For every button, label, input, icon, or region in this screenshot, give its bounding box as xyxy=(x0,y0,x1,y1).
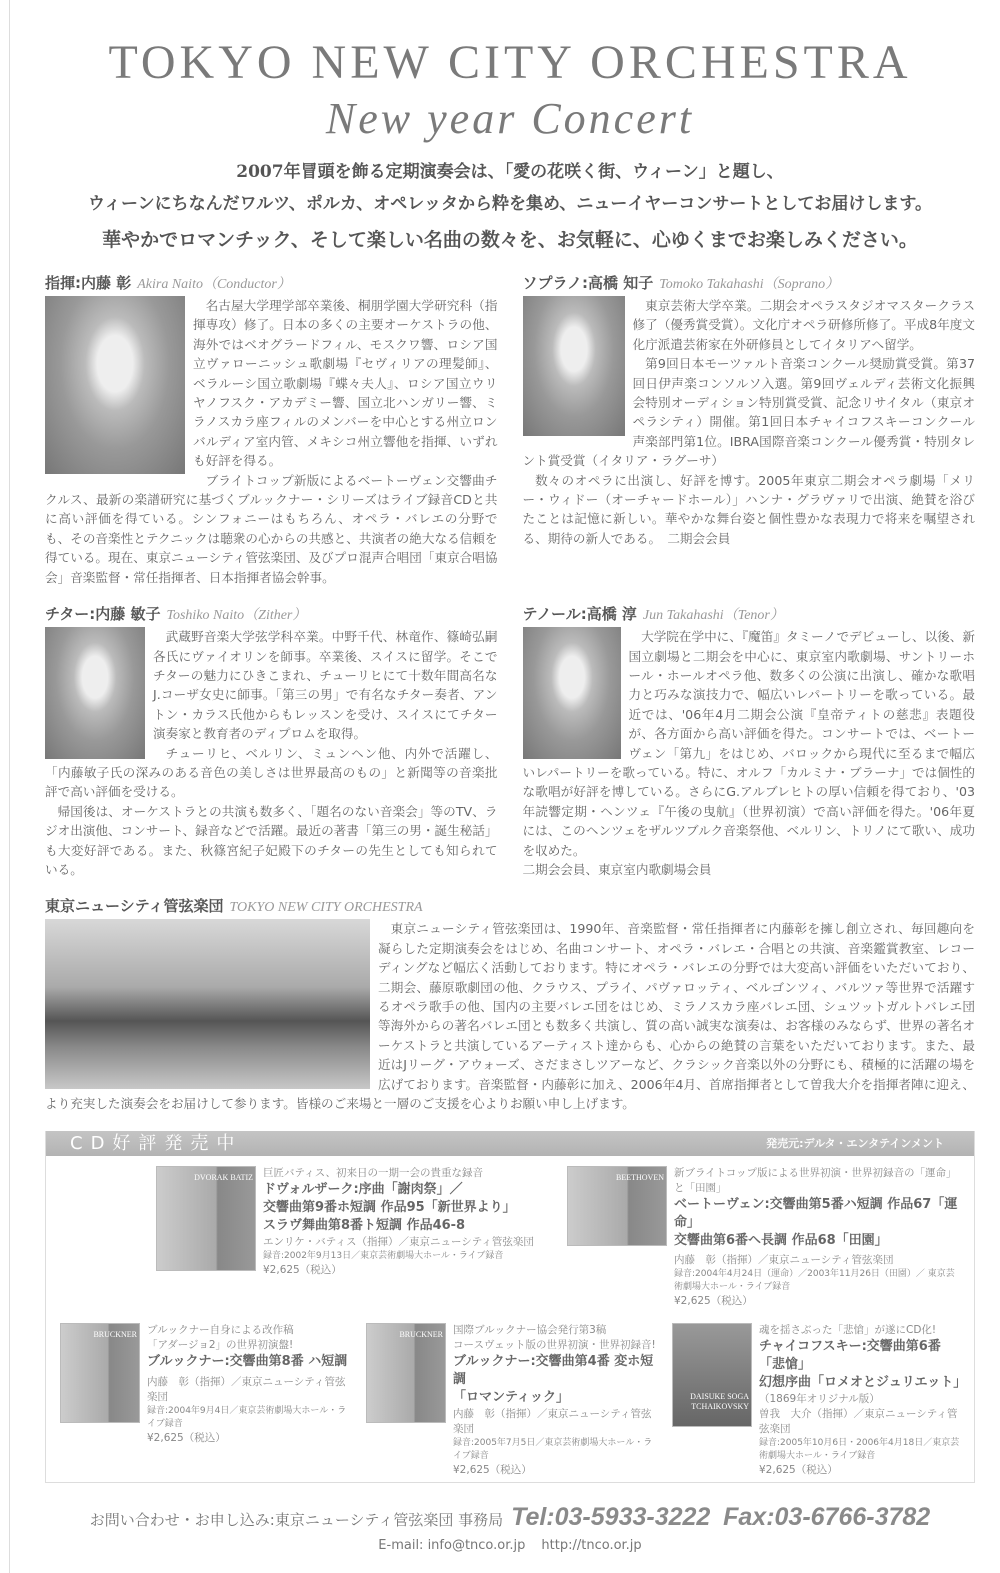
cd-banner xyxy=(46,1131,974,1156)
cd-cover xyxy=(156,1166,256,1271)
profiles-row-1 xyxy=(45,272,975,587)
soprano-photo xyxy=(523,296,625,436)
page-title: TOKYO NEW CITY ORCHESTRA xyxy=(108,36,912,89)
profile-en-name: Jun Takahashi（Tenor） xyxy=(642,608,784,624)
cd-item xyxy=(156,1166,551,1309)
profile-text: ブライトコップ新版によるベートーヴェン交響曲チクルス、最新の楽譜研究に基づくブルックナー・シリーズはライブ録音CDと共に高い評価を得ている。シンフォニーはもちろん、オペラ・バレエの分野でも、その音楽性とテクニックは聴衆の心からの共感と、共演者の絶大なる信頼を得ている。現在、東京ニューシティ管弦楽団、及びプロ混声合唱団「東京合唱協会」音楽監督・常任指揮者、日本指揮者協会幹事。 xyxy=(45,472,498,585)
cd-title: 「ロマンティック」 xyxy=(453,1390,569,1406)
cd-artist: 内藤 彰（指揮）／東京ニューシティ管弦楽団 xyxy=(674,1254,894,1267)
orchestra-profile xyxy=(45,895,975,1113)
cd-artist: 内藤 彰（指揮）／東京ニューシティ管弦楽団 xyxy=(147,1376,346,1404)
cd-cover-text: DAISUKE SOGA TCHAIKOVSKY xyxy=(690,1392,749,1412)
cd-lead: ブルックナー自身による改作稿 xyxy=(147,1324,294,1337)
profile-en-name: Akira Naito（Conductor） xyxy=(137,277,291,292)
cd-title: ドヴォルザーク:序曲「謝肉祭」／ xyxy=(263,1182,463,1198)
cd-publisher: 発売元:デルタ・エンタテインメント xyxy=(766,1137,944,1151)
cd-cover-text: BRUCKNER xyxy=(93,1330,137,1340)
profile-en-name: Tomoko Takahashi（Soprano） xyxy=(659,277,840,292)
cd-title: ブルックナー:交響曲第8番 ハ短調 xyxy=(147,1354,348,1370)
cd-cover xyxy=(672,1323,752,1427)
cd-title: 幻想序曲「ロメオとジュリエット」 xyxy=(759,1375,967,1391)
profile-heading xyxy=(523,272,976,296)
intro-line: ウィーンにちなんだワルツ、ポルカ、オペレッタから粋を集め、ニューイヤーコンサートとしてお届けします。 xyxy=(87,194,933,214)
cd-row xyxy=(46,1156,974,1313)
cd-recording: 録音:2005年7月5日／東京芸術劇場大ホール・ライブ録音 xyxy=(453,1438,653,1462)
cd-recording: 録音:2004年9月4日／東京芸術劇場大ホール・ライブ録音 xyxy=(147,1406,347,1430)
profile-heading xyxy=(45,272,498,296)
page-edge xyxy=(9,0,10,1573)
phone-number[interactable]: Tel:03-5933-3222 xyxy=(511,1503,711,1532)
page-subtitle: New year Concert xyxy=(325,94,695,143)
cd-title: ベートーヴェン:交響曲第5番ハ短調 作品67「運命」 xyxy=(674,1197,958,1231)
profile-en-name: TOKYO NEW CITY ORCHESTRA xyxy=(229,900,423,916)
cd-cover-text: DVORAK BATIZ xyxy=(194,1173,253,1183)
profile-name: テノール:高橋 淳 xyxy=(522,605,637,624)
cd-item xyxy=(672,1323,967,1478)
cd-price: ¥2,625（税込） xyxy=(453,1464,532,1477)
profile-en-name: Toshiko Naito（Zither） xyxy=(166,608,307,624)
zither-profile xyxy=(45,603,498,879)
cd-lead: 魂を揺さぶった「悲愴」が遂にCD化! xyxy=(759,1324,937,1337)
cd-lead: 巨匠バティス、初来日の一期一会の貴重な録音 xyxy=(263,1167,483,1180)
contact-label: お問い合わせ・お申し込み:東京ニューシティ管弦楽団 事務局 xyxy=(89,1511,504,1530)
cd-artist: 曽我 大介（指揮）／東京ニューシティ管弦楽団 xyxy=(759,1408,958,1436)
cd-price: ¥2,625（税込） xyxy=(674,1295,753,1308)
website-link[interactable]: http://tnco.or.jp xyxy=(541,1538,642,1554)
cd-recording: 録音:2002年9月13日／東京芸術劇場大ホール・ライブ録音 xyxy=(263,1251,504,1262)
profile-text: 第9回日本モーツァルト音楽コンクール奨励賞受賞。第37回日伊声楽コンソルソ入選。第9回ヴェルディ芸術文化振興会特別オーディション特別賞受賞、記念リサイタル（東京オペラシティ）開催。第1回日本チャイコフスキーコンクール声楽部門第1位。IBRA国際音楽コンクール優秀賞・特別タレント賞受賞（イタリア・ラグーサ） xyxy=(522,356,975,469)
profile-heading xyxy=(523,603,976,627)
intro-line: 華やかでロマンチック、そして楽しい名曲の数々を、お気軽に、心ゆくまでお楽しみください。 xyxy=(102,229,918,251)
tenor-photo xyxy=(523,627,621,759)
cd-title: ブルックナー:交響曲第4番 変ホ短調 xyxy=(453,1354,654,1388)
cd-title: チャイコフスキー:交響曲第6番「悲愴」 xyxy=(759,1339,941,1373)
cd-item xyxy=(567,1166,962,1309)
cd-title: 交響曲第9番ホ短調 作品95「新世界より」 xyxy=(263,1200,516,1216)
cd-title: 交響曲第6番ヘ長調 作品68「田園」 xyxy=(674,1233,888,1249)
cd-lead: 新ブライトコップ版による世界初演・世界初録音の「運命」と「田園」 xyxy=(674,1167,957,1195)
cd-cover xyxy=(567,1166,667,1246)
cd-price: ¥2,625（税込） xyxy=(147,1432,226,1445)
profile-text: 東京ニューシティ管弦楽団は、1990年、音楽監督・常任指揮者に内藤彰を擁し創立され、毎回趣向を凝らした定期演奏会をはじめ、名曲コンサート、オペラ・バレエ・合唱との共演、音楽鑑賞教室、レコーディングなど幅広く活動しております。特にオペラ・バレエの分野では大変高い評価をいただいており、二期会、藤原歌劇団の他、クラウス、プライ、パヴァロッティ、ベルゴンツィ、バルツァ等世界で活躍するオペラ歌手の他、国内の主要バレエ団をはじめ、ミラノスカラ座バレエ団、シュツットガルトバレエ団等海外からの著名バレエ団とも数多く共演し、質の高い誠実な演奏は、お客様のみならず、世界の著名オーケストラと共演しているアーティスト達からも、心からの絶賛の言葉をいただいております。また、最近はJリーグ・アウォーズ、さだまさしツアーなど、クラシック音楽以外の分野にも、積極的に活躍の場を広げております。音楽監督・内藤彰に加え、2006年4月、首席指揮者として曽我大介を指揮者陣に迎え、より充実した演奏会をお届けして参ります。皆様のご来場と一層のご支援を心よりお願い申し上げます。 xyxy=(45,921,975,1112)
tenor-profile xyxy=(523,603,976,879)
profiles-row-2 xyxy=(45,603,975,879)
intro-line: 2007年冒頭を飾る定期演奏会は、「愛の花咲く街、ウィーン」と題し、 xyxy=(236,162,784,182)
profile-text: チューリヒ、ベルリン、ミュンヘン他、内外で活躍し、「内藤敏子氏の深みのある音色の美しさは世界最高のもの」と新聞等の音楽批評で高い評価を受ける。 xyxy=(45,745,498,800)
profile-name: 東京ニューシティ管弦楽団 xyxy=(45,897,224,916)
cd-cover-text: BRUCKNER xyxy=(399,1330,443,1340)
cd-item xyxy=(366,1323,656,1478)
cd-lead: 国際ブルックナー協会発行第3稿 xyxy=(453,1324,607,1337)
cd-item xyxy=(60,1323,350,1478)
cd-cover xyxy=(366,1323,446,1423)
profile-heading xyxy=(45,895,975,919)
cd-recording: 録音:2004年4月24日（運命）／2003年11月26日（田園）／ 東京芸術劇場大ホール・ライブ録音 xyxy=(674,1269,955,1293)
profile-name: 指揮:内藤 彰 xyxy=(45,274,132,292)
profile-text: 東京芸術大学卒業。二期会オペラスタジオマスタークラス修了（優秀賞受賞）。文化庁オペラ研修所修了。平成8年度文化庁派遣芸術家在外研修員としてイタリアへ留学。 xyxy=(632,298,975,352)
cd-banner-title: CD好評発売中 xyxy=(70,1133,243,1155)
email-link[interactable]: E-mail: info@tnco.or.jp xyxy=(378,1538,526,1554)
cd-cover xyxy=(60,1323,140,1423)
cd-price: ¥2,625（税込） xyxy=(263,1264,342,1277)
zither-photo xyxy=(45,627,145,759)
profile-text: 帰国後は、オーケストラとの共演も数多く、「題名のない音楽会」等のTV、ラジオ出演他、コンサート、録音などで活躍。最近の著書「第三の男・誕生秘話」も大変好評である。また、秋篠宮紀子妃殿下のチターの先生としても知られている。 xyxy=(45,803,498,877)
profile-name: チター:内藤 敏子 xyxy=(45,605,161,624)
profile-text: 大学院在学中に、『魔笛』タミーノでデビューし、以後、新国立劇場と二期会を中心に、東京室内歌劇場、サントリーホール・ホールオペラ他、数多くの公演に出演し、確かな歌唱力と巧みな演技力で、幅広いレパートリーを歌っている。最近では、'06年4月二期会公演『皇帝ティトの慈悲』表題役が、各方面から高い評価を得た。コンサートでは、ベートーヴェン「第九」をはじめ、バロックから現代に至るまで幅広いレパートリーを歌っている。特に、オルフ「カルミナ・ブラーナ」では個性的な歌唱が好評を博している。さらにG.アルブレヒトの厚い信頼を得ており、'03年読響定期・ヘンツェ『午後の曳航』（世界初演）で高い評価を得た。'06年夏には、このヘンツェをザルツブルク音楽祭他、ベルリン、トリノにて歌い、成功を収めた。 xyxy=(522,629,975,858)
cd-box xyxy=(45,1131,975,1483)
orchestra-photo xyxy=(45,919,370,1089)
cd-row xyxy=(46,1313,974,1482)
cd-recording: 録音:2005年10月6日・2006年4月18日／東京芸術劇場大ホール・ライブ録音 xyxy=(759,1438,960,1462)
cd-price: ¥2,625（税込） xyxy=(759,1464,838,1477)
cd-artist: 内藤 彰（指揮）／東京ニューシティ管弦楽団 xyxy=(453,1408,652,1436)
cd-artist: エンリケ・バティス（指揮）／東京ニューシティ管弦楽団 xyxy=(263,1236,534,1249)
profile-text: 二期会会員、東京室内歌劇場会員 xyxy=(522,861,712,877)
footer xyxy=(45,1503,975,1553)
intro xyxy=(45,156,975,256)
profile-text: 数々のオペラに出演し、好評を博す。2005年東京二期会オペラ劇場「メリー・ウィドー（オーチャードホール）」ハンナ・グラヴァリで出演、絶賛を浴びたことは記憶に新しい。華やかな舞台姿と個性豊かな表現力で将来を嘱望される、期待の新人である。 二期会会員 xyxy=(522,472,975,546)
profile-heading xyxy=(45,603,498,627)
profile-text: 武蔵野音楽大学弦学科卒業。中野千代、林竜作、篠崎弘嗣各氏にヴァイオリンを師事。卒業後、スイスに留学。そこでチターの魅力にひきこまれ、チューリヒにて十数年間高名なJ.コーザ女史に師事。「第三の男」で有名なチター奏者、アントン・カラス氏他からもレッスンを受け、スイスにてチター演奏家と教育者のディプロムを取得。 xyxy=(153,629,498,742)
profile-name: ソプラノ:高橋 知子 xyxy=(522,274,654,292)
cd-lead: コースヴェット版の世界初演・世界初録音! xyxy=(453,1339,656,1352)
conductor-profile xyxy=(45,272,498,587)
cd-lead: 「アダージョ2」の世界初演盤! xyxy=(147,1339,294,1352)
cd-edition: （1869年オリジナル版） xyxy=(759,1393,880,1406)
soprano-profile xyxy=(523,272,976,587)
profile-text: 名古屋大学理学部卒業後、桐朋学園大学研究科（指揮専攻）修了。日本の多くの主要オーケストラの他、海外ではベオグラードフィル、モスクワ響、ロシア国立ヴァローニッシュ歌劇場『セヴィリアの理髪師』、ベラルーシ国立歌劇場『蝶々夫人』、ロシア国立ウリヤノフスク・アカデミー響、国立北ハンガリー響、ミラノスカラ座フィルのメンバーを中心とする州立ロンバルディア室内管、メキシコ州立響他を指揮、いずれも好評を得る。 xyxy=(193,298,498,469)
cd-title: スラヴ舞曲第8番ト短調 作品46-8 xyxy=(263,1218,466,1234)
cd-cover-text: BEETHOVEN xyxy=(616,1173,664,1183)
fax-number: Fax:03-6766-3782 xyxy=(723,1503,931,1532)
conductor-photo xyxy=(45,296,185,474)
